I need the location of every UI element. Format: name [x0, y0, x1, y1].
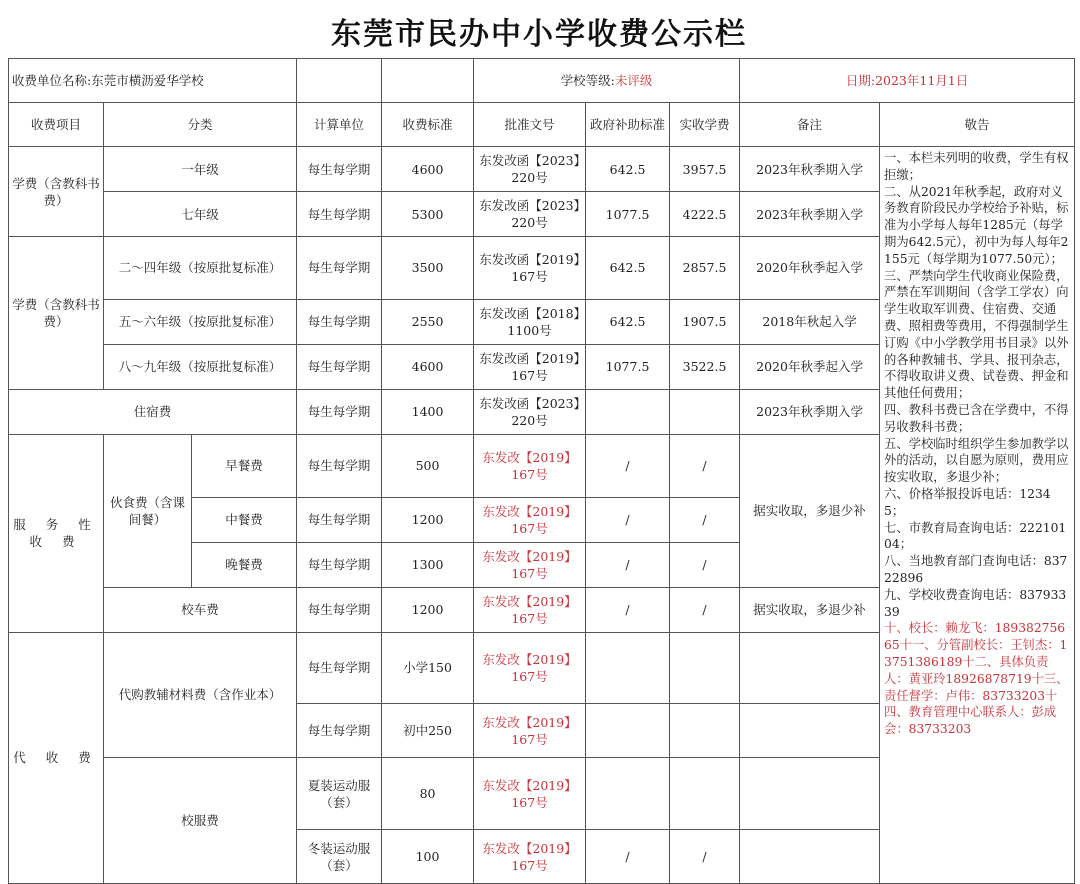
notice-item: 四、教科书费已含在学费中，不得另收教科书费；	[884, 402, 1069, 434]
subsidy-cell: /	[586, 434, 670, 497]
remark-cell: 2023年秋季期入学	[740, 389, 880, 434]
doc-cell: 东发改【2019】167号	[474, 704, 586, 758]
unit-label: 收费单位名称:	[12, 73, 92, 88]
actual-cell: /	[670, 830, 740, 884]
notice-item: 三、严禁向学生代收商业保险费，严禁在军训期间（含学工学农）向学生收取军训费、住宿费、交通费、照相费等费用，不得强制学生订购《中小学教学用书目录》以外的各种教辅书、学具、报刊杂志，不得收取讲义费、试卷费、押金和其他任何费用；	[884, 268, 1069, 401]
doc-cell: 东发改【2019】167号	[474, 632, 586, 704]
remark-cell	[740, 830, 880, 884]
grade-label: 学校等级:	[560, 73, 615, 88]
category-cell: 中餐费	[192, 497, 297, 542]
actual-cell: /	[670, 542, 740, 587]
unit-cell: 夏装运动服（套）	[297, 758, 382, 830]
doc-cell: 东发改函【2023】220号	[474, 192, 586, 237]
standard-cell: 80	[382, 758, 474, 830]
date-value: 2023年11月1日	[875, 73, 969, 88]
actual-cell: /	[670, 587, 740, 632]
unit-cell: 每生每学期	[297, 389, 382, 434]
doc-cell: 东发改函【2019】167号	[474, 344, 586, 389]
category-cell: 七年级	[104, 192, 297, 237]
category-cell: 一年级	[104, 147, 297, 192]
doc-cell: 东发改函【2023】220号	[474, 389, 586, 434]
notice-item: 五、学校临时组织学生参加教学以外的活动，以自愿为原则，费用应按实收取，多退少补；	[884, 436, 1069, 485]
standard-cell: 小学150	[382, 632, 474, 704]
remark-cell: 2020年秋季起入学	[740, 237, 880, 300]
remark-cell	[740, 632, 880, 704]
food-remark-cell: 据实收取，多退少补	[740, 434, 880, 587]
header-category: 分类	[104, 103, 297, 147]
group-tuition-1: 学费（含教科书费）	[9, 147, 104, 237]
category-cell: 八～九年级（按原批复标准）	[104, 344, 297, 389]
standard-cell: 100	[382, 830, 474, 884]
table-row	[9, 147, 1075, 192]
category-cell: 晚餐费	[192, 542, 297, 587]
category-cell: 早餐费	[192, 434, 297, 497]
standard-cell: 1400	[382, 389, 474, 434]
header-remark: 备注	[740, 103, 880, 147]
actual-cell: 3957.5	[670, 147, 740, 192]
subsidy-cell	[586, 704, 670, 758]
date-cell	[740, 59, 1075, 103]
unit-cell: 每生每学期	[297, 587, 382, 632]
actual-cell: 4222.5	[670, 192, 740, 237]
doc-cell: 东发改函【2023】220号	[474, 147, 586, 192]
subsidy-cell: /	[586, 587, 670, 632]
doc-cell: 东发改函【2018】1100号	[474, 299, 586, 344]
remark-cell: 2023年秋季期入学	[740, 192, 880, 237]
unit-cell: 每生每学期	[297, 299, 382, 344]
standard-cell: 500	[382, 434, 474, 497]
subsidy-cell	[586, 632, 670, 704]
standard-cell: 1200	[382, 587, 474, 632]
group-collect	[9, 632, 104, 884]
actual-cell	[670, 632, 740, 704]
category-cell: 住宿费	[9, 389, 297, 434]
date-label: 日期:	[845, 73, 876, 88]
grade-cell	[474, 59, 740, 103]
standard-cell: 初中250	[382, 704, 474, 758]
actual-cell: 3522.5	[670, 344, 740, 389]
group-collect-label: 代 收 费	[13, 750, 99, 766]
remark-cell: 2020年秋季起入学	[740, 344, 880, 389]
subsidy-cell: 1077.5	[586, 192, 670, 237]
notice-text	[880, 147, 1074, 883]
notice-item: 一、本栏未列明的收费，学生有权拒缴；	[884, 151, 1069, 182]
subsidy-cell: 642.5	[586, 237, 670, 300]
standard-cell: 4600	[382, 344, 474, 389]
page-title: 东莞市民办中小学收费公示栏	[331, 17, 747, 52]
group-uniform: 校服费	[104, 758, 297, 884]
subsidy-cell: /	[586, 542, 670, 587]
unit-cell: 每生每学期	[297, 704, 382, 758]
unit-cell: 每生每学期	[297, 632, 382, 704]
group-food: 伙食费（含课间餐）	[104, 434, 192, 587]
grade-value: 未评级	[614, 73, 653, 88]
header-doc: 批准文号	[474, 103, 586, 147]
subsidy-cell: 1077.5	[586, 344, 670, 389]
notice-item: 七、市教育局查询电话：22210104；	[884, 520, 1067, 552]
actual-cell	[670, 704, 740, 758]
actual-cell: 1907.5	[670, 299, 740, 344]
remark-cell: 2023年秋季期入学	[740, 147, 880, 192]
actual-cell: 2857.5	[670, 237, 740, 300]
subsidy-cell: /	[586, 830, 670, 884]
unit-cell: 每生每学期	[297, 192, 382, 237]
category-cell: 二～四年级（按原批复标准）	[104, 237, 297, 300]
unit-cell: 冬装运动服（套）	[297, 830, 382, 884]
unit-cell: 每生每学期	[297, 542, 382, 587]
category-cell: 校车费	[104, 587, 297, 632]
unit-cell	[9, 59, 297, 103]
standard-cell: 1200	[382, 497, 474, 542]
empty-cell	[382, 59, 474, 103]
header-notice: 敬告	[880, 103, 1075, 147]
notice-contacts: 十、校长：赖龙飞：18938275665十一、分管副校长：王钊杰：13751386189十二、具体负责人：黄亚玲18926878719十三、责任督学：卢伟：83733203十四、教育管理中心联系人：彭成会：83733203	[884, 621, 1069, 737]
header-item: 收费项目	[9, 103, 104, 147]
unit-cell: 每生每学期	[297, 237, 382, 300]
header-unit: 计算单位	[297, 103, 382, 147]
notice-item: 六、价格举报投诉电话：12345；	[884, 486, 1051, 518]
header-row	[9, 103, 1075, 147]
subsidy-cell: 642.5	[586, 299, 670, 344]
remark-cell: 2018年秋起入学	[740, 299, 880, 344]
group-materials: 代购教辅材料费（含作业本）	[104, 632, 297, 758]
doc-cell: 东发改函【2019】167号	[474, 237, 586, 300]
standard-cell: 3500	[382, 237, 474, 300]
group-service	[9, 434, 104, 632]
doc-cell: 东发改【2019】167号	[474, 830, 586, 884]
remark-cell	[740, 704, 880, 758]
fee-table	[8, 58, 1075, 884]
category-cell: 五～六年级（按原批复标准）	[104, 299, 297, 344]
notice-cell	[880, 147, 1075, 884]
doc-cell: 东发改【2019】167号	[474, 434, 586, 497]
group-tuition-2: 学费（含教科书费）	[9, 237, 104, 390]
header-subsidy: 政府补助标准	[586, 103, 670, 147]
subsidy-cell: 642.5	[586, 147, 670, 192]
standard-cell: 2550	[382, 299, 474, 344]
doc-cell: 东发改【2019】167号	[474, 497, 586, 542]
notice-item: 八、当地教育部门查询电话：83722896	[884, 554, 1068, 585]
doc-cell: 东发改【2019】167号	[474, 758, 586, 830]
doc-cell: 东发改【2019】167号	[474, 542, 586, 587]
unit-cell: 每生每学期	[297, 497, 382, 542]
notice-item: 九、学校收费查询电话：83793339	[884, 587, 1067, 619]
standard-cell: 4600	[382, 147, 474, 192]
actual-cell	[670, 389, 740, 434]
empty-cell	[297, 59, 382, 103]
header-actual: 实收学费	[670, 103, 740, 147]
header-standard: 收费标准	[382, 103, 474, 147]
actual-cell: /	[670, 497, 740, 542]
unit-cell: 每生每学期	[297, 434, 382, 497]
notice-item: 二、从2021年秋季起，政府对义务教育阶段民办学校给予补贴，标准为小学每人每年1285元（每学期为642.5元），初中为每人每年2155元（每学期为1077.50元）；	[884, 184, 1069, 266]
unit-cell: 每生每学期	[297, 344, 382, 389]
unit-name: 东莞市横沥爱华学校	[91, 73, 204, 88]
unit-cell: 每生每学期	[297, 147, 382, 192]
subsidy-cell: /	[586, 497, 670, 542]
subsidy-cell	[586, 389, 670, 434]
actual-cell: /	[670, 434, 740, 497]
standard-cell: 5300	[382, 192, 474, 237]
doc-cell: 东发改【2019】167号	[474, 587, 586, 632]
group-service-label: 服 务 性 收 费	[13, 517, 99, 550]
remark-cell: 据实收取，多退少补	[740, 587, 880, 632]
standard-cell: 1300	[382, 542, 474, 587]
info-row	[9, 59, 1075, 103]
